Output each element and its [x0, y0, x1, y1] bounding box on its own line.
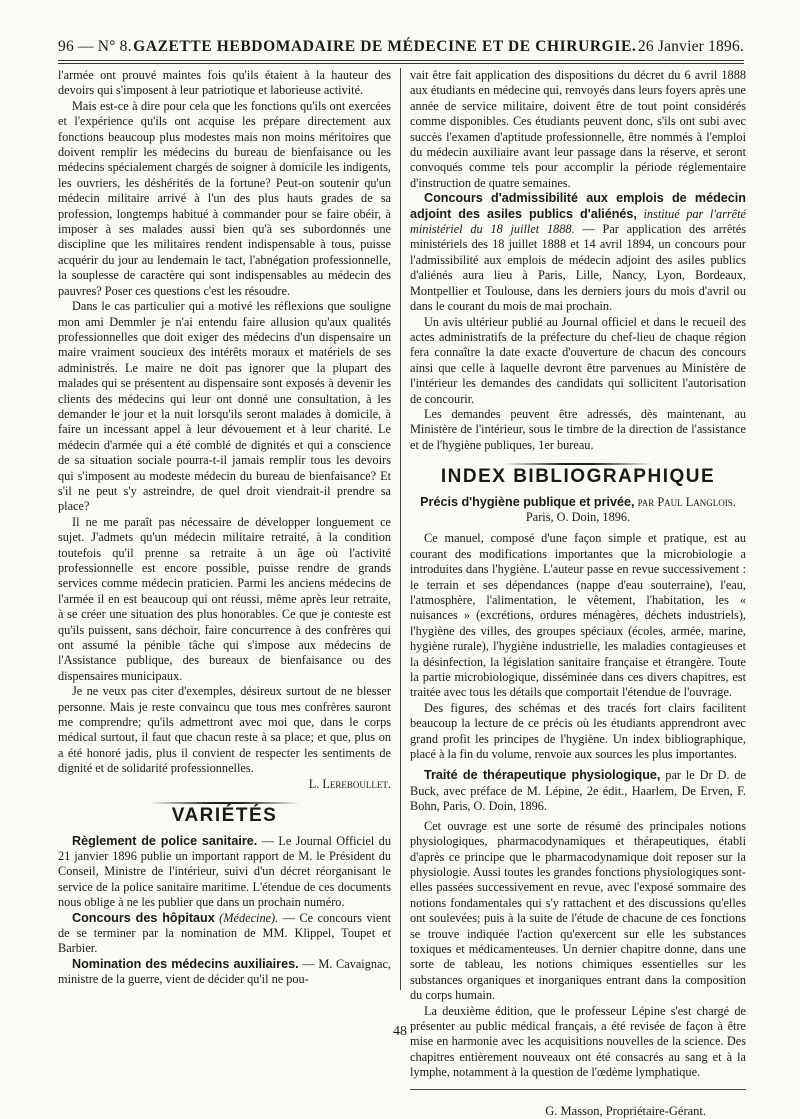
review-paragraph: La deuxième édition, que le professeur Lépine s'est chargé de présenter au public médical français, a été revisée de façon à être mise en harmonie avec les acquisitions nouvelles de la science. Des chapitres entièrement nouveaux ont été consacrés au sang et à la lymphe, notamment à la question de l'œdème lymphatique. — [410, 1003, 746, 1080]
paragraph: Dans le cas particulier qui a motivé les réflexions que souligne mon ami Demmler je n'ai entendu faire allusion qu'aux qualités professionnelles que doit exiger des médecins d'un dispensaire un maire vraiment soucieux des intérêts moraux et matériels de ses administrés. Le maire ne doit pas ignorer que la plupart des malades qui se présentent au dispensaire sont exposés à devenir les clients des médecins qui leur ont donné une consultation, à les demander le jour et la nuit lorsqu'ils seront malades à domicile, à faire un incessant appel à leur dévouement et à leur charité. Le médecin d'armée qui a été comblé de dignités et qui a conscience de sa situation sociale pourra-t-il jamais remplir tous les devoirs qui s'imposent au modeste médecin du bureau de bienfaisance? Et s'il ne peut s'y astreindre, de quel droit viendrait-il prendre sa place? — [58, 299, 391, 514]
closing-rule — [410, 1089, 746, 1090]
column-divider — [400, 68, 401, 990]
header-journal-title: GAZETTE HEBDOMADAIRE DE MÉDECINE ET DE CHIRURGIE. — [133, 38, 637, 55]
paragraph: vait être fait application des dispositions du décret du 6 avril 1888 aux étudiants en médecine qui, renvoyés dans leurs foyers après une année de service militaire, doivent être de tout point considérés comme disponibles. Ces étudiants peuvent donc, s'ils ont subi avec succès l'examen d'aptitude professionnelle, être nommés à l'emploi du médecin auxiliaire avant leur passage dans la réserve, et seront convoqués comme tels pour accomplir la période réglementaire d'instruction de quatre semaines. — [410, 68, 746, 190]
header-issue: 96 — N° 8. — [58, 38, 132, 55]
news-item: Règlement de police sanitaire. — Le Journal Officiel du 21 janvier 1896 publie un important rapport de M. le Président du Conseil, Ministre de l'intérieur, suivi d'un décret réorganisant le service de la police sanitaire maritime. L'étendue de ces documents nous oblige à ne les publier que dans un prochain numéro. — [58, 833, 391, 910]
index-bibliographique-heading: INDEX BIBLIOGRAPHIQUE — [440, 466, 716, 488]
left-column — [58, 68, 391, 988]
publisher-signature: G. Masson, Propriétaire-Gérant. — [545, 1103, 706, 1118]
review-paragraph: Des figures, des schémas et des tracés fort clairs facilitent beaucoup la lecture de ce précis où les étudiants apprendront avec grand profit les principes de l'hygiène. Un index bibliographique, placé à la fin du volume, renvoie aux sources les plus importantes. — [410, 700, 746, 762]
header-rule — [58, 60, 744, 61]
right-column — [410, 68, 746, 1119]
paragraph: Les demandes peuvent être adressés, dès maintenant, au Ministère de l'intérieur, sous le timbre de la direction de l'assistance et de l'hygiène publiques, 1er bureau. — [410, 406, 746, 452]
paragraph: Il ne me paraît pas nécessaire de développer longuement ce sujet. J'admets qu'un médecin militaire retraité, à la condition toutefois qu'il prenne sa retraite à un âge où l'activité professionnelle est encore possible, puisse rendre de grands services comme médecin praticien. Parmi les anciens médecins de l'armée il en est beaucoup qui ont réussi, même après leur retraite, à se créer une situation des plus honorables. Ce que je conteste est qu'ils puissent, sans déchoir, faire concurrence à des confrères qui ont assumé la pénible tâche qui s'impose aux médecins de l'Assistance publique, des bureaux de bienfaisance ou des dispensaires municipaux. — [58, 514, 391, 683]
paragraph: Mais est-ce à dire pour cela que les fonctions qu'ils ont exercées et l'expérience qu'ils ont acquise les prépare directement aux fonctions beaucoup plus modestes mais non moins méritoires que doivent remplir les médecins du bureau de bienfaisance ou les médecins spécialement chargés de soigner à domicile les indigents, les ouvriers, les déshérités de la fortune? Peut-on soutenir qu'un médecin militaire arrivé à l'un des plus hauts grades de sa profession, longtemps habitué à commander pour se faire obéir, à imposer à ses malades aussi bien qu'à ses subordonnés une discipline que les militaires rendent indispensable à tous, puisse acquérir du jour au lendemain le tact, l'abnégation professionnelle, la souplesse de caractère qui sont indispensables au médecin des pauvres? Poser ces questions c'est les résoudre. — [58, 98, 391, 298]
paragraph: Je ne veux pas citer d'exemples, désireux surtout de ne blesser personne. Mais je reste convaincu que tous mes confrères sauront me comprendre; qu'ils admettront avec moi que, dans le corps médical surtout, il faut que chacun reste à sa place; et que, plus on a été honoré jadis, plus il convient de respecter les sentiments de dignité et de solidarité professionnelles. — [58, 684, 391, 776]
book-entry-title: Précis d'hygiène publique et privée, par Paul Langlois. — [420, 494, 736, 509]
page-number: 48 — [393, 1024, 407, 1039]
section-ornament — [410, 463, 746, 465]
paragraph: Un avis ultérieur publié au Journal officiel et dans le recueil des actes administratifs de la préfecture du chef-lieu de chaque région fera connaître la date exacte d'ouverture de chacun des concours ainsi que celle à laquelle devront être parvenues au Ministère de l'intérieur les demandes des candidats qui sollicitent l'autorisation de concourir. — [410, 314, 746, 406]
review-paragraph: Ce manuel, composé d'une façon simple et pratique, est au courant des modifications importantes que la microbiologie a introduites dans l'hygiène. L'auteur passe en revue successivement : le terrain et ses dépendances (nappe d'eau souterraine), l'eau, l'atmosphère, l'alimentation, le vêtement, l'habitation, les « nuisances » (excrétions, ordures ménagères, déchets industriels), l'hygiène des villes, des groupes spéciaux (écoles, armée, marine, hygiène rurale), l'hygiène industrielle, les maladies contagieuses et la désinfection, la législation sanitaire française et étrangère. Toute la partie microbiologique, disséminée dans ces divers chapitres, est traitée avec tous les détails que comportait l'étendue de l'ouvrage. — [410, 531, 746, 700]
header-rule-second — [58, 63, 744, 64]
news-item: Nomination des médecins auxiliaires. — M. Cavaignac, ministre de la guerre, vient de décider qu'il ne pou- — [58, 956, 392, 987]
book-entry-title: Traité de thérapeutique physiologique, par le Dr D. de Buck, avec préface de M. Lépine, 2e édit., Haarlem, De Erven, F. Bohn, Paris, O. Doin, 1896. — [410, 768, 746, 814]
news-item: Concours d'admissibilité aux emplois de médecin adjoint des asiles publics d'aliénés, institué par l'arrêté ministériel du 18 juillet 1888. — Par application des arrêtés ministériels des 18 juillet 1888 et 14 avril 1894, un concours pour l'admissibilité aux emplois de médecin adjoint des asiles publics d'aliénés aura lieu à Paris, Lille, Nancy, Lyon, Bordeaux, Montpellier et Toulouse, dans les derniers jours du mois d'avril ou dans le courant du mois de mai prochain. — [410, 191, 746, 314]
news-item: Concours des hôpitaux (Médecine). — Ce concours vient de se terminer par la nomination de MM. Klippel, Toupet et Barbier. — [58, 910, 391, 956]
review-paragraph: Cet ouvrage est une sorte de résumé des principales notions physiologiques, pharmacodynamiques et thérapeutiques, établi d'après ce principe que le pharmacodynamique doit reposer sur la physiologie. Aussi toutes les grandes fonctions physiologiques sont-elles passées successivement en revue, avec l'exposé sommaire des notions fondamentales qui s'y rattachent et des discussions qu'elles ont soulevées; puis à la suite de l'étude de chacune de ces fonctions se trouve indiquée l'action qu'exercent sur elle les substances toxiques et médicamenteuses. Un dernier chapitre donne, dans une sorte de tableau, les notions chimiques essentielles sur les substances organiques et inorganiques entrant dans la composition du corps humain. — [410, 818, 746, 1003]
running-header — [58, 38, 744, 56]
book-entry-publisher: Paris, O. Doin, 1896. — [525, 509, 631, 524]
author-signature: L. Lereboullet. — [308, 776, 391, 791]
varietes-heading: VARIÉTÉS — [171, 805, 278, 827]
header-date: 26 Janvier 1896. — [637, 38, 744, 55]
section-ornament — [58, 802, 391, 804]
paragraph: l'armée ont prouvé maintes fois qu'ils étaient à la hauteur des devoirs qui s'imposent à leur patriotique et laborieuse activité. — [58, 68, 391, 98]
